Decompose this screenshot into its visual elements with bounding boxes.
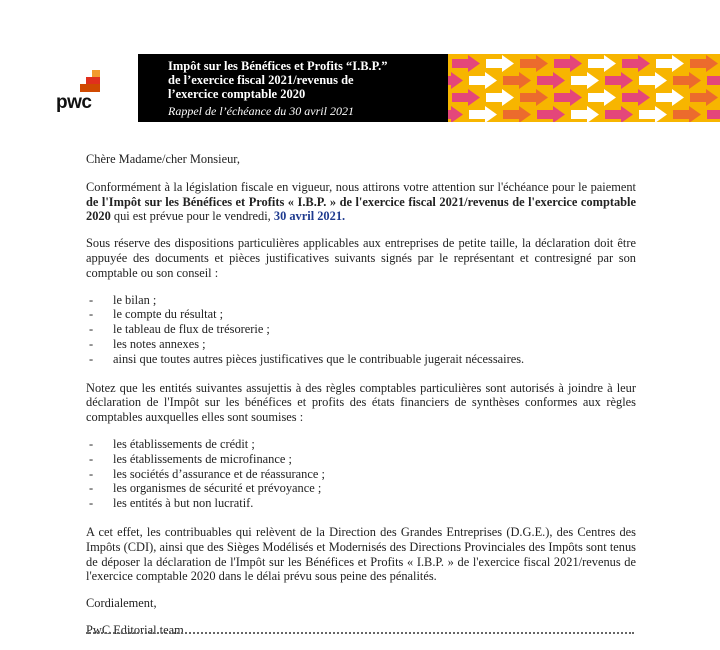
list-item: - les sociétés d’assurance et de réassurance ; xyxy=(86,467,636,482)
deadline-date: 30 avril 2021. xyxy=(273,209,346,224)
entities-list xyxy=(86,437,636,511)
list-item: - les notes annexes ; xyxy=(86,337,636,352)
documents-list xyxy=(86,293,636,367)
pwc-logo xyxy=(56,70,116,114)
deadline-paragraph xyxy=(86,180,636,224)
signature: PwC Editorial team xyxy=(86,622,184,637)
deadline-text-after: qui est prévue pour le vendredi, xyxy=(110,209,274,224)
list-item: - le bilan ; xyxy=(86,293,636,308)
filing-paragraph: A cet effet, les contribuables qui relèvent de la Direction des Grandes Entreprises (D.G.E.), des Centres des Impôts (CDI), ainsi que des Sièges Modélisés et Modernisés des Directions Provinciales des Impôts sont tenus de déposer la déclaration de l'Impôt sur les Bénéfices et Profits « I.B.P. » de l'exercice fiscal 2021/revenus de l'exercice comptable 2020 dans le délai prévu sous peine des pénalités. xyxy=(86,524,636,584)
banner-title xyxy=(168,59,438,101)
list-item: - le compte du résultat ; xyxy=(86,307,636,322)
list-item: - les organismes de sécurité et prévoyance ; xyxy=(86,481,636,496)
greeting: Chère Madame/cher Monsieur, xyxy=(86,152,240,166)
letter-body xyxy=(86,152,636,650)
requirements-paragraph: Sous réserve des dispositions particulières applicables aux entreprises de petite taille, la déclaration doit être appuyée des documents et pièces justificatives suivants signés par le représentant et contresigné par son comptable ou son conseil : xyxy=(86,236,636,280)
banner-subtitle: Rappel de l’échéance du 30 avril 2021 xyxy=(168,104,354,118)
list-item: - les établissements de crédit ; xyxy=(86,437,636,452)
pwc-wordmark: pwc xyxy=(56,92,92,113)
tax-name: de l'Impôt sur les Bénéfices et Profits « I.B.P. » de l'exercice fiscal 2021/revenus de l'exercice comptable 2020 xyxy=(86,194,636,224)
header-banner xyxy=(138,54,720,122)
banner-title-line: Impôt sur les Bénéfices et Profits “I.B.P.” xyxy=(168,59,388,73)
list-item: - les entités à but non lucratif. xyxy=(86,496,636,511)
list-item: - les établissements de microfinance ; xyxy=(86,452,636,467)
entities-paragraph: Notez que les entités suivantes assujettis à des règles comptables particulières sont autorisés à joindre à leur déclaration de l'Impôt sur les bénéfices et profits des états financiers de synthèses conformes aux règles comptables auxquelles elles sont soumises : xyxy=(86,380,636,425)
banner-title-line: de l’exercice fiscal 2021/revenus de xyxy=(168,73,354,87)
closing: Cordialement, xyxy=(86,596,157,611)
list-item: - ainsi que toutes autres pièces justificatives que le contribuable jugerait nécessaires. xyxy=(86,352,636,367)
banner-title-line: l’exercice comptable 2020 xyxy=(168,87,306,101)
deadline-text: Conformément à la législation fiscale en vigueur, nous attirons votre attention sur l'échéance pour le paiement xyxy=(86,179,636,194)
list-item: - le tableau de flux de trésorerie ; xyxy=(86,322,636,337)
arrow-pattern-icon xyxy=(448,54,720,122)
dotted-divider xyxy=(86,632,634,634)
